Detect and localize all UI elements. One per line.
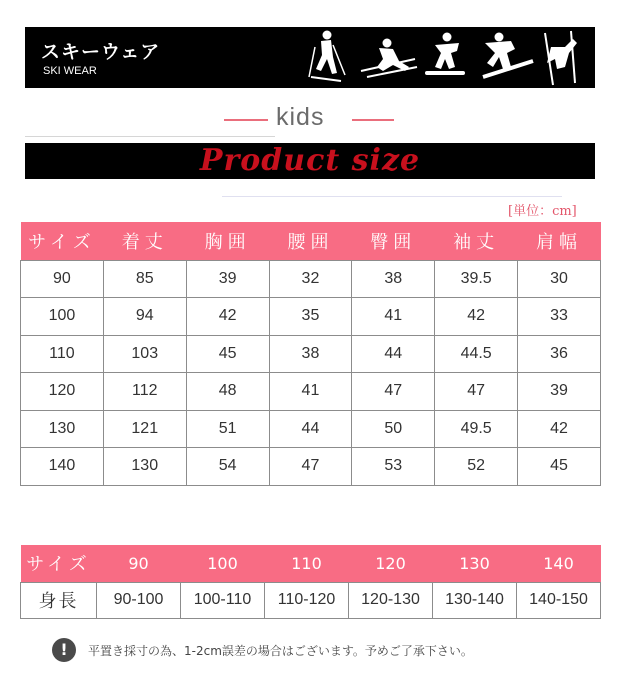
table-cell: 47 bbox=[435, 373, 518, 411]
table-cell: 42 bbox=[435, 298, 518, 336]
table-row bbox=[21, 260, 601, 298]
table-cell: 110 bbox=[21, 335, 104, 373]
table-cell: 39 bbox=[518, 373, 601, 411]
table-cell: 48 bbox=[186, 373, 269, 411]
table-cell: 44 bbox=[269, 410, 352, 448]
table-cell: 41 bbox=[269, 373, 352, 411]
exclamation-icon: ! bbox=[52, 638, 76, 662]
table-cell: 53 bbox=[352, 448, 435, 486]
table-cell: 38 bbox=[269, 335, 352, 373]
table-cell: 33 bbox=[518, 298, 601, 336]
note-text: 平置き採寸の為、1-2cm誤差の場合はございます。予めご了承下さい。 bbox=[88, 643, 473, 658]
table-cell: 51 bbox=[186, 410, 269, 448]
separator-line bbox=[25, 136, 275, 137]
column-header: サイズ bbox=[21, 222, 104, 260]
table-cell: 130-140 bbox=[433, 582, 517, 618]
table-cell: 50 bbox=[352, 410, 435, 448]
size-header: 90 bbox=[97, 545, 181, 582]
table-cell: 100 bbox=[21, 298, 104, 336]
table-cell: 45 bbox=[518, 448, 601, 486]
column-header: 腰囲 bbox=[269, 222, 352, 260]
divider-line-right bbox=[352, 119, 394, 121]
unit-label: [単位：cm] bbox=[508, 204, 577, 219]
table-cell: 38 bbox=[352, 260, 435, 298]
table-cell: 39 bbox=[186, 260, 269, 298]
table-cell: 85 bbox=[103, 260, 186, 298]
table-row bbox=[21, 373, 601, 411]
table-cell: 30 bbox=[518, 260, 601, 298]
table-row bbox=[21, 582, 601, 618]
column-header: 袖丈 bbox=[435, 222, 518, 260]
kids-label: kids bbox=[276, 103, 325, 131]
size-header-label: サイズ bbox=[21, 545, 97, 582]
table-cell: 90 bbox=[21, 260, 104, 298]
table-cell: 130 bbox=[21, 410, 104, 448]
size-header: 130 bbox=[433, 545, 517, 582]
product-size-banner bbox=[25, 143, 595, 179]
size-chart-table bbox=[20, 222, 601, 486]
table-cell: 130 bbox=[103, 448, 186, 486]
product-size-title: Product size bbox=[199, 143, 421, 178]
table-cell: 120 bbox=[21, 373, 104, 411]
table-cell: 52 bbox=[435, 448, 518, 486]
height-row-label: 身長 bbox=[21, 582, 97, 618]
table-cell: 47 bbox=[269, 448, 352, 486]
table-cell: 120-130 bbox=[349, 582, 433, 618]
banner-title: スキーウェア bbox=[41, 41, 161, 63]
table-cell: 103 bbox=[103, 335, 186, 373]
table-cell: 41 bbox=[352, 298, 435, 336]
size-chart-header-row bbox=[21, 222, 601, 260]
size-header: 140 bbox=[517, 545, 601, 582]
table-cell: 42 bbox=[518, 410, 601, 448]
table-row bbox=[21, 410, 601, 448]
table-cell: 35 bbox=[269, 298, 352, 336]
column-header: 肩幅 bbox=[518, 222, 601, 260]
table-cell: 47 bbox=[352, 373, 435, 411]
kids-divider bbox=[0, 100, 620, 136]
divider-line-left bbox=[224, 119, 268, 121]
ski-wear-banner bbox=[25, 27, 595, 88]
table-cell: 36 bbox=[518, 335, 601, 373]
table-cell: 39.5 bbox=[435, 260, 518, 298]
table-cell: 44 bbox=[352, 335, 435, 373]
table-row bbox=[21, 448, 601, 486]
table-cell: 121 bbox=[103, 410, 186, 448]
table-cell: 94 bbox=[103, 298, 186, 336]
separator-line-thin bbox=[222, 196, 562, 197]
column-header: 胸囲 bbox=[186, 222, 269, 260]
height-chart-header-row bbox=[21, 545, 601, 582]
table-cell: 42 bbox=[186, 298, 269, 336]
banner-subtitle: SKI WEAR bbox=[43, 65, 97, 77]
column-header: 着丈 bbox=[103, 222, 186, 260]
table-cell: 112 bbox=[103, 373, 186, 411]
table-cell: 44.5 bbox=[435, 335, 518, 373]
size-header: 100 bbox=[181, 545, 265, 582]
size-header: 120 bbox=[349, 545, 433, 582]
table-cell: 110-120 bbox=[265, 582, 349, 618]
table-cell: 45 bbox=[186, 335, 269, 373]
table-cell: 32 bbox=[269, 260, 352, 298]
table-cell: 140 bbox=[21, 448, 104, 486]
size-header: 110 bbox=[265, 545, 349, 582]
table-cell: 140-150 bbox=[517, 582, 601, 618]
table-row bbox=[21, 298, 601, 336]
table-cell: 49.5 bbox=[435, 410, 518, 448]
height-chart-table bbox=[20, 545, 601, 619]
table-row bbox=[21, 335, 601, 373]
table-cell: 90-100 bbox=[97, 582, 181, 618]
skier-silhouettes-icon bbox=[275, 27, 595, 88]
column-header: 臀囲 bbox=[352, 222, 435, 260]
table-cell: 100-110 bbox=[181, 582, 265, 618]
measurement-note bbox=[52, 637, 473, 663]
table-cell: 54 bbox=[186, 448, 269, 486]
